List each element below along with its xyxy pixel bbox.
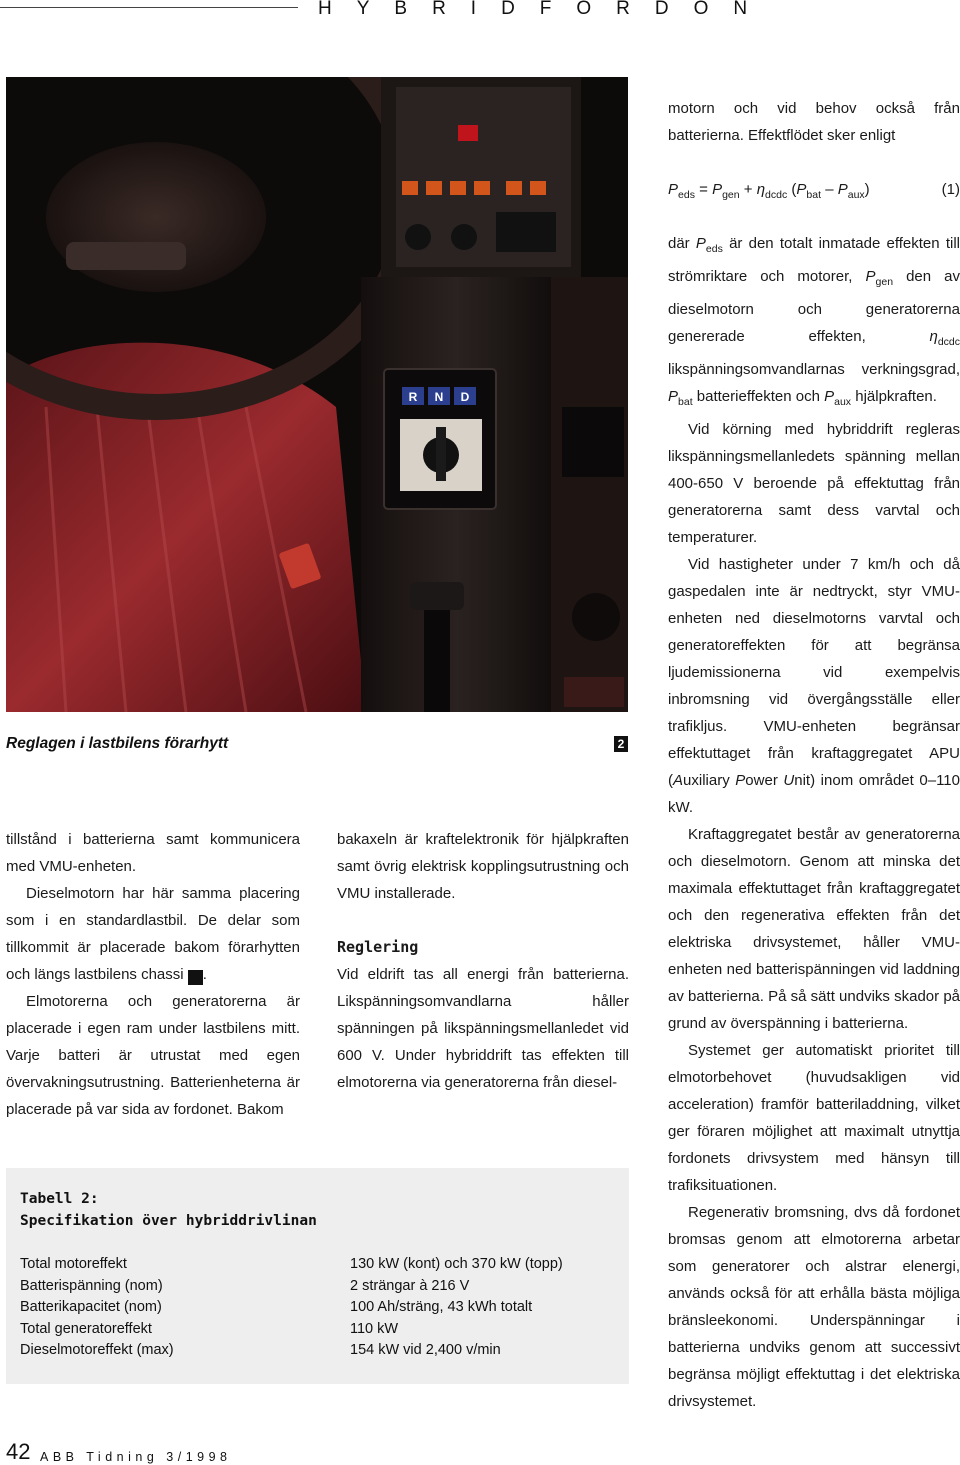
section-heading-reglering: Reglering bbox=[337, 938, 419, 956]
col1-paragraph-3: Elmotorerna och generatorerna är placerade i egen ram under lastbilens mitt. Varje batteri är utrustat med egen övervakningsutrustning. Batterienheterna är placerade på var sida av fordonet. Bakom bbox=[6, 993, 300, 1118]
row-label: Batterispänning (nom) bbox=[20, 1277, 163, 1294]
gear-label-r: R bbox=[408, 390, 418, 404]
table-title-line-2: Specifikation över hybriddrivlinan bbox=[20, 1213, 317, 1229]
table-title-line-1: Tabell 2: bbox=[20, 1191, 99, 1207]
running-header: HYBRIDFORDON bbox=[318, 0, 773, 19]
table-title bbox=[20, 1188, 317, 1232]
equation-number: (1) bbox=[941, 181, 960, 198]
col3-paragraph-1: där $P_{eds}$ är den totalt inmatade effekten till strömriktare och motorer, $P_{gen}$ den av dieselmotorn och generatorerna genererade effekten, $\eta_{dcdc}$ likspänningsomvandlarnas verkningsgrad, $P_{bat}$ batterieffekten och $P_{aux}$ hjälpkraften. bbox=[668, 235, 960, 408]
table-row bbox=[20, 1319, 620, 1341]
column-3 bbox=[668, 95, 960, 1415]
row-value: 130 kW (kont) och 370 kW (topp) bbox=[350, 1256, 563, 1272]
figure-number-badge: 2 bbox=[614, 736, 628, 752]
row-value: 110 kW bbox=[350, 1320, 399, 1337]
row-value: 154 kW vid 2,400 v/min bbox=[350, 1342, 501, 1358]
row-label: Total motoreffekt bbox=[20, 1256, 127, 1272]
spec-table bbox=[6, 1168, 629, 1384]
column-1 bbox=[6, 826, 300, 1123]
table-rows bbox=[20, 1254, 620, 1362]
row-label: Batterikapacitet (nom) bbox=[20, 1299, 162, 1315]
table-row bbox=[20, 1276, 620, 1298]
row-value: 2 strängar à 216 V bbox=[350, 1277, 470, 1294]
col3-paragraph-3: Vid hastigheter under 7 km/h och då gaspedalen inte är nedtryckt, styr VMU-enheten ned dieselmotorns varvtal och generatoreffekten för att begränsa ljudemissionerna vid exempelvis inbromsning vid övergångsställe eller trafikljus. VMU-enheten begränsar effektuttaget från kraftaggregatet APU (Auxiliary Power Unit) inom området 0–110 kW. bbox=[668, 556, 960, 816]
row-value: 100 Ah/sträng, 43 kWh totalt bbox=[350, 1299, 533, 1315]
col3-paragraph-4: Kraftaggregatet består av generatorerna och dieselmotorn. Genom att minska det maximala effektuttaget från kraftaggregatet och den regenerativa effekten från det elektriska drivsystemet, håller VMU-enheten ned batterispänningen vid laddning av batterierna. På så sätt undviks skador på grund av överspänning i batterierna. bbox=[668, 826, 960, 1032]
caption-text: Reglagen i lastbilens förarhytt bbox=[6, 735, 229, 752]
cab-photo bbox=[6, 77, 628, 712]
table-row bbox=[20, 1254, 620, 1276]
col1-paragraph-2 bbox=[6, 880, 300, 988]
col2-paragraph-2: Vid eldrift tas all energi från batterierna. Likspänningsomvandlarna håller spänningen på likspänningsmellanledet vid 600 V. Under hybriddrift tas effekten till elmotorerna via generatorerna från diesel- bbox=[337, 966, 629, 1091]
col1-paragraph-2-end: . bbox=[202, 966, 207, 983]
col1-paragraph-2-text: Dieselmotorn har här samma placering som i en standardlastbil. De delar som tillkommit är placerade bakom förarhytten och längs lastbilens chassi bbox=[6, 885, 300, 983]
table-row bbox=[20, 1340, 620, 1362]
header-rule bbox=[0, 7, 298, 8]
gear-label-d: D bbox=[460, 390, 470, 404]
col1-paragraph-1: tillstånd i batterierna samt kommunicera med VMU-enheten. bbox=[6, 831, 300, 875]
publication-name: ABB Tidning 3/1998 bbox=[40, 1450, 232, 1464]
table-row bbox=[20, 1297, 620, 1319]
gear-label-n: N bbox=[434, 390, 444, 404]
col2-paragraph-1: bakaxeln är kraftelektronik för hjälpkraften samt övrig elektrisk kopplingsutrustning och VMU installerade. bbox=[337, 831, 629, 902]
page-number: 42 bbox=[6, 1439, 31, 1464]
equation-1: $P_{eds} = P_{gen} + \eta_{dcdc}$ $(P_{bat} - P_{aux})$ (1) bbox=[668, 176, 960, 203]
col3-paragraph-2: Vid körning med hybriddrift regleras likspänningsmellanledets spänning mellan 400-650 V beroende på effektuttag från generatorerna samt dess varvtal och temperaturer. bbox=[668, 421, 960, 546]
col3-paragraph-6: Regenerativ bromsning, dvs då fordonet bromsas genom att elmotorerna arbetar som generatorer och alstrar elenergi, används också för att erhålla bästa möjliga bränsleekonomi. Underspänningar i batterierna undviks genom att successivt begränsa möjligt effektuttag i det elektriska drivsystemet. bbox=[668, 1204, 960, 1410]
col3-paragraph-0: motorn och vid behov också från batterierna. Effektflödet sker enligt bbox=[668, 100, 960, 144]
figure-ref-badge: 3 bbox=[188, 970, 203, 985]
column-2 bbox=[337, 826, 629, 1096]
row-label: Dieselmotoreffekt (max) bbox=[20, 1342, 174, 1358]
col3-paragraph-5: Systemet ger automatiskt prioritet till elmotorbehovet (huvudsakligen vid acceleration) framför batteriladdning, vilket ger föraren möjlighet att maximalt utnyttja fordonets drivsystem med hänsyn till trafiksituationen. bbox=[668, 1042, 960, 1194]
row-label: Total generatoreffekt bbox=[20, 1320, 152, 1337]
figure-caption bbox=[6, 734, 628, 756]
